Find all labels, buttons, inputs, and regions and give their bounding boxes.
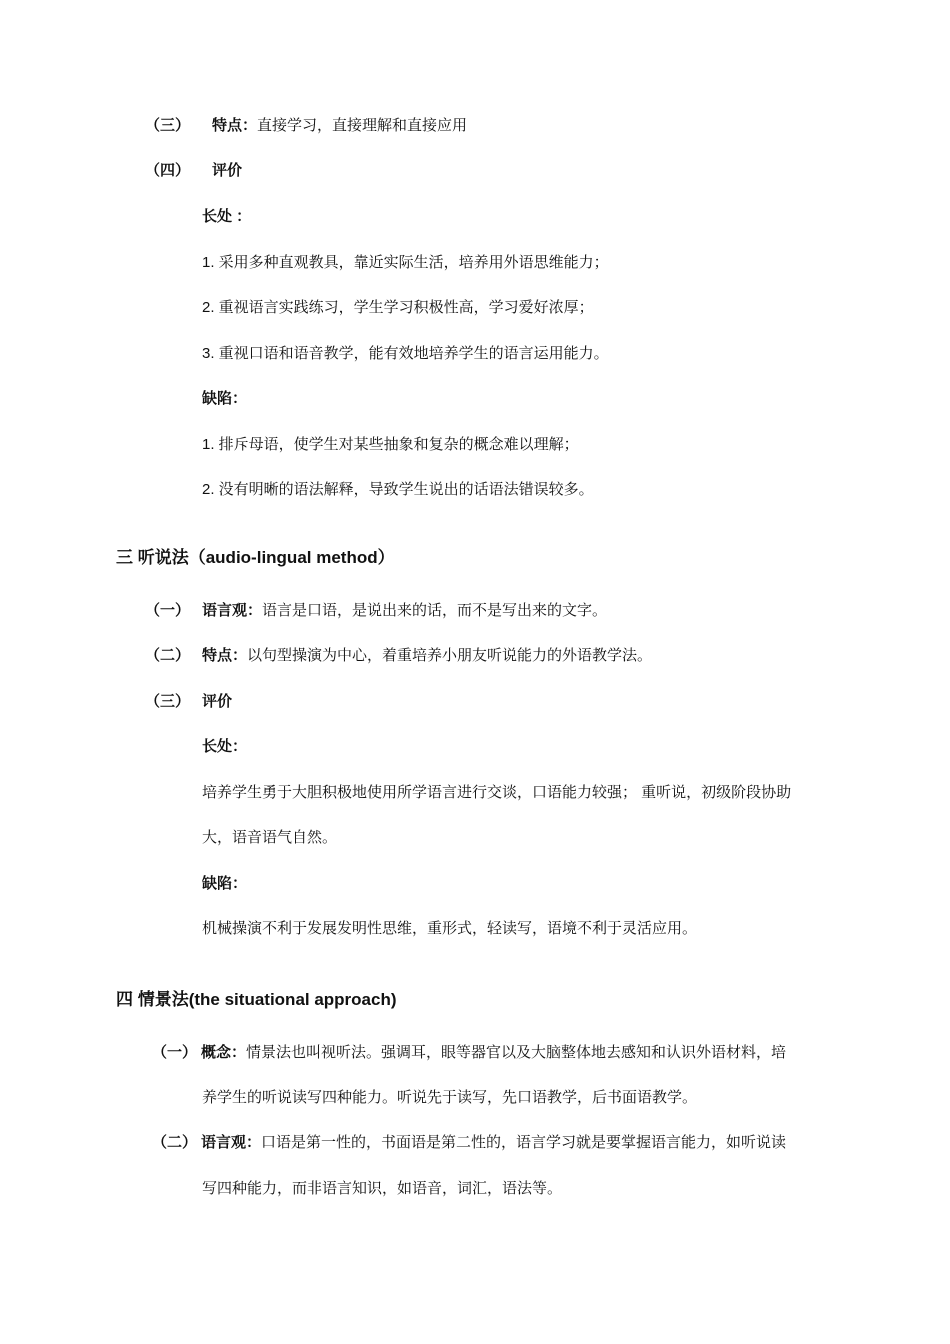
strengths-text: 大，语音语气自然。 xyxy=(202,829,338,846)
item-text: 口语是第一性的，书面语是第二性的，语言学习就是要掌握语言能力，如听说读 xyxy=(261,1134,787,1151)
item-4-line xyxy=(145,161,242,181)
item-2-continuation: 写四种能力，而非语言知识，如语音，词汇，语法等。 xyxy=(202,1180,563,1197)
item-label: 语言观： xyxy=(201,1134,262,1151)
item-number: （三） xyxy=(145,117,191,134)
strengths-label: 长处： xyxy=(202,738,248,755)
item-label: 特点： xyxy=(212,117,258,134)
weakness-item: 1. 排斥母语，使学生对某些抽象和复杂的概念难以理解； xyxy=(202,436,579,453)
item-label: 特点： xyxy=(202,647,248,664)
item-1-line xyxy=(152,1043,786,1063)
strengths-label: 长处 ： xyxy=(202,208,252,225)
item-number: （四） xyxy=(145,162,191,179)
section-heading: 三 听说法（audio-lingual method） xyxy=(116,548,395,567)
item-label: 评价 xyxy=(212,162,243,179)
strengths-text: 培养学生勇于大胆积极地使用所学语言进行交谈，口语能力较强； 重听说，初级阶段协助 xyxy=(202,784,792,801)
weaknesses-label: 缺陷： xyxy=(202,875,248,892)
strength-item: 3. 重视口语和语音教学，能有效地培养学生的语言运用能力。 xyxy=(202,345,609,362)
item-number: （一） xyxy=(152,1044,198,1061)
item-text: 情景法也叫视听法。强调耳，眼等器官以及大脑整体地去感知和认识外语材料，培 xyxy=(246,1044,787,1061)
strength-item: 2. 重视语言实践练习，学生学习积极性高，学习爱好浓厚； xyxy=(202,299,594,316)
item-number: （三） xyxy=(145,693,191,710)
item-label: 评价 xyxy=(202,693,233,710)
item-number: （二） xyxy=(152,1134,198,1151)
item-1-line xyxy=(145,601,607,621)
item-1-continuation: 养学生的听说读写四种能力。听说先于读写，先口语教学，后书面语教学。 xyxy=(202,1089,698,1106)
item-text: 以句型操演为中心，着重培养小朋友听说能力的外语教学法。 xyxy=(247,647,653,664)
weaknesses-text: 机械操演不利于发展发明性思维，重形式，轻读写，语境不利于灵活应用。 xyxy=(202,920,698,937)
strength-item: 1. 采用多种直观教具，靠近实际生活，培养用外语思维能力； xyxy=(202,254,609,271)
weakness-item: 2. 没有明晰的语法解释，导致学生说出的话语法错误较多。 xyxy=(202,481,594,498)
item-number: （一） xyxy=(145,602,191,619)
section-heading: 四 情景法(the situational approach) xyxy=(116,990,397,1009)
item-2-line xyxy=(145,646,652,666)
item-label: 概念： xyxy=(201,1044,247,1061)
item-text: 直接学习，直接理解和直接应用 xyxy=(257,117,468,134)
item-3-line xyxy=(145,692,232,712)
weaknesses-label: 缺陷： xyxy=(202,390,248,407)
item-2-line xyxy=(152,1133,786,1153)
item-text: 语言是口语，是说出来的话，而不是写出来的文字。 xyxy=(262,602,608,619)
item-number: （二） xyxy=(145,647,191,664)
item-3-line xyxy=(145,116,467,136)
item-label: 语言观： xyxy=(202,602,263,619)
